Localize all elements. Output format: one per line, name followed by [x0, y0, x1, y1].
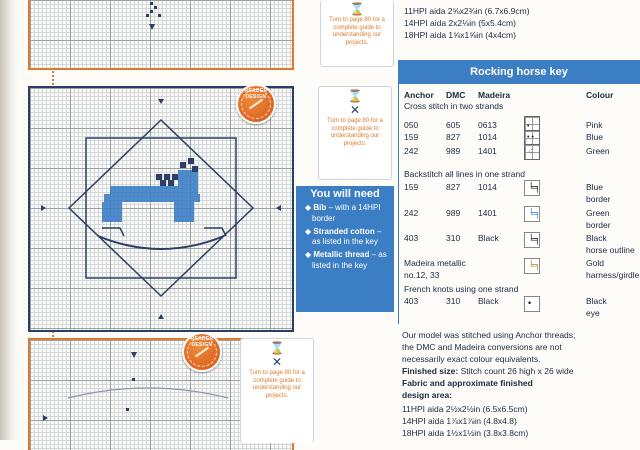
- backstitch-line-swatch: ╘╕: [524, 206, 540, 222]
- french-knot-swatch: •: [524, 296, 540, 312]
- fabric-heading: Fabric and approximate finished: [402, 378, 533, 388]
- key-cell: Green: [586, 146, 610, 156]
- cross-stitch-x-icon: ✕: [271, 355, 283, 369]
- cross-stitch-x-icon: ✕: [349, 103, 361, 117]
- fabric-size-line: 18HPI aida 1½x1½in (3.8x3.8cm): [402, 428, 529, 438]
- prev-size-line: 18HPI aida 1⅝x1⅝in (4x4cm): [404, 30, 516, 40]
- key-frame-line: [398, 84, 399, 324]
- key-cell: Gold: [586, 258, 604, 268]
- key-header-anchor: Anchor: [404, 90, 434, 100]
- key-cell: 0613: [478, 120, 497, 130]
- key-cell: horse outline: [586, 245, 635, 255]
- backstitch-line-swatch: ╘╕: [524, 232, 540, 248]
- key-cell: Blue: [586, 132, 604, 142]
- prev-size-line: 11HPI aida 2⅝x2¾in (6.7x6.9cm): [404, 6, 530, 16]
- metallic-label: no.12, 33: [404, 270, 440, 280]
- cross-symbol-swatch: ·:: [524, 144, 540, 160]
- key-cell: 1401: [478, 208, 497, 218]
- key-cell: 989: [446, 208, 461, 218]
- hourglass-icon: ⌛: [269, 341, 285, 355]
- key-title: Rocking horse key: [398, 60, 640, 84]
- key-cell: 159: [404, 132, 419, 142]
- finished-size: Finished size: Stitch count 26 high x 26 wide: [402, 366, 574, 376]
- key-cell: 605: [446, 120, 461, 130]
- notes-text: necessarily exact colour equivalents.: [402, 354, 541, 364]
- key-cell: 1401: [478, 146, 497, 156]
- key-cell: 310: [446, 233, 461, 243]
- key-cell: border: [586, 220, 611, 230]
- info-box-text: Turn to page 80 for a complete guide to understanding our projects.: [249, 370, 305, 399]
- fabric-heading: design area:: [402, 390, 453, 400]
- you-will-need-title: You will need: [310, 188, 380, 200]
- need-item: ◆ Bib – with a 14HPI border: [305, 203, 381, 223]
- need-item: ◆ Stranded cotton – as listed in the key: [305, 226, 382, 247]
- key-cell: 403: [404, 296, 419, 306]
- notes-text: the DMC and Madeira conversions are not: [402, 342, 562, 352]
- key-cell: Black: [586, 296, 607, 306]
- backstitch-line-swatch: ╘╕: [524, 180, 540, 196]
- chart-top-symbols: [28, 0, 294, 70]
- key-cell: harness/girdle: [586, 270, 640, 280]
- key-cell: 1014: [478, 182, 497, 192]
- key-cell: border: [586, 194, 611, 204]
- reader-design-stamp: READER DESIGN: [182, 332, 222, 372]
- french-knot-label: French knots using one strand: [404, 284, 519, 294]
- key-cell: 403: [404, 233, 419, 243]
- reader-design-stamp: READER DESIGN: [236, 84, 276, 124]
- info-box-guide: [318, 86, 392, 180]
- key-cell: Black: [586, 233, 607, 243]
- backstitch-label: Backstitch all lines in one strand: [404, 169, 525, 179]
- key-cell: 1014: [478, 132, 497, 142]
- metallic-label: Madeira metallic: [404, 258, 466, 268]
- need-item: ◆ Metallic thread – as listed in the key: [305, 250, 387, 270]
- key-cell: Black: [478, 233, 499, 243]
- key-cell: Black: [478, 296, 499, 306]
- hourglass-icon: ⌛: [347, 89, 363, 103]
- fabric-size-line: 14HPI aida 1⅞x1⅞in (4.8x4.8): [402, 416, 517, 426]
- key-header-madeira: Madeira: [478, 90, 511, 100]
- key-cell: 242: [404, 208, 419, 218]
- key-cell: Blue: [586, 182, 604, 192]
- key-cell: 242: [404, 146, 419, 156]
- hourglass-icon: ⌛: [349, 2, 365, 16]
- key-header-dmc: DMC: [446, 90, 466, 100]
- key-header-colour: Colour: [586, 90, 614, 100]
- key-cell: 827: [446, 132, 461, 142]
- key-cell: 827: [446, 182, 461, 192]
- you-will-need-panel: [296, 186, 394, 312]
- key-cell: eye: [586, 308, 600, 318]
- info-box-guide: [240, 338, 314, 443]
- metallic-line-swatch: ╘╕: [524, 258, 540, 274]
- info-box-guide: [320, 0, 394, 67]
- fabric-size-line: 11HPI aida 2½x2½in (6.5x6.5cm): [402, 404, 528, 414]
- key-cell: 989: [446, 146, 461, 156]
- prev-size-line: 14HPI aida 2x2⅛in (5x5.4cm): [404, 18, 516, 28]
- key-cell: 050: [404, 120, 419, 130]
- info-box-text: Turn to page 80 for a complete guide to understanding our projects.: [327, 118, 383, 147]
- notes-text: Our model was stitched using Anchor threads;: [402, 330, 576, 340]
- info-box-text: Turn to page 80 for a complete guide to understanding our projects.: [329, 17, 385, 46]
- key-cell: Green: [586, 208, 610, 218]
- cross-symbol-swatch: •: [524, 116, 540, 132]
- key-cell: Pink: [586, 120, 603, 130]
- page-spine: [0, 0, 18, 440]
- key-cell: 310: [446, 296, 461, 306]
- cross-symbol-swatch: • •: [524, 130, 540, 146]
- cross-stitch-label: Cross stitch in two strands: [404, 101, 504, 111]
- key-cell: 159: [404, 182, 419, 192]
